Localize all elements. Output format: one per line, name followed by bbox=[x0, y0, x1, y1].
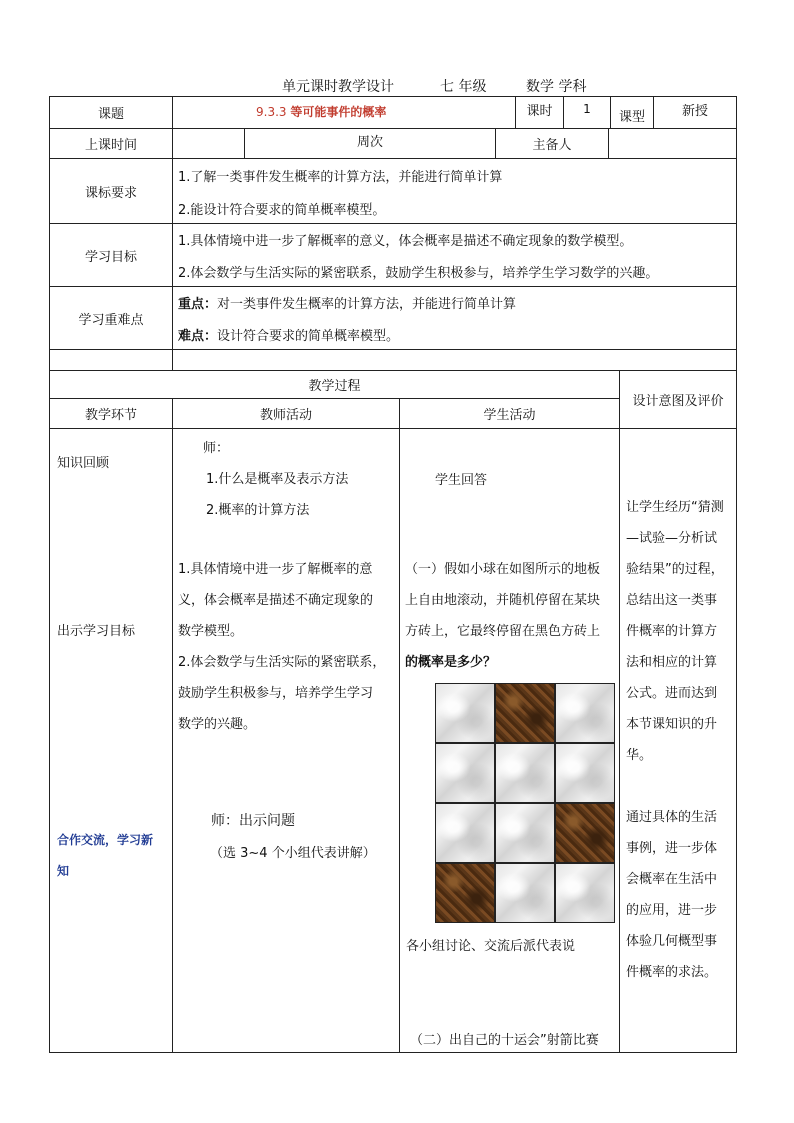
document-title: 单元课时教学设计 bbox=[282, 79, 394, 95]
topic-value bbox=[256, 103, 386, 120]
stage-goals: 出示学习目标 bbox=[57, 624, 136, 639]
student-problem-line: （一）假如小球在如图所示的地板 bbox=[405, 562, 601, 577]
intent-line: 验结果”的过程， bbox=[626, 562, 724, 577]
topic-label: 课题 bbox=[97, 107, 124, 122]
black-floor-tile bbox=[555, 803, 615, 863]
student-problem bbox=[405, 554, 619, 678]
week-label: 周次 bbox=[356, 134, 383, 150]
white-floor-tile bbox=[555, 683, 615, 743]
period-value: 1 bbox=[583, 102, 591, 116]
keypoints-label: 学习重难点 bbox=[78, 312, 144, 328]
white-floor-tile bbox=[495, 863, 555, 923]
student-problem-line: 方砖上，它最终停留在黑色方砖上 bbox=[405, 624, 601, 639]
white-floor-tile bbox=[435, 803, 495, 863]
col-student-header: 学生活动 bbox=[483, 408, 536, 423]
key-point bbox=[178, 293, 516, 312]
design-intent bbox=[626, 492, 734, 988]
topic-number: 9.3.3 bbox=[256, 105, 291, 119]
difficult-point-text: 设计符合要求的简单概率模型。 bbox=[217, 329, 400, 344]
intent-line: 本节课知识的升 bbox=[626, 717, 718, 732]
period-label: 课时 bbox=[526, 103, 553, 119]
key-point-text: 对一类事件发生概率的计算方法，并能进行简单计算 bbox=[217, 297, 517, 312]
student-problem-line: 上自由地滚动，并随机停留在某块 bbox=[405, 593, 601, 608]
intent-line: 会概率在生活中 bbox=[626, 872, 718, 887]
difficult-point-label: 难点： bbox=[178, 329, 218, 344]
type-value: 新授 bbox=[681, 103, 708, 119]
teacher-q2: 2.概率的计算方法 bbox=[206, 503, 310, 518]
intent-line: 的应用，进一步 bbox=[626, 903, 718, 918]
intent-line: 公式。进而达到 bbox=[626, 686, 718, 701]
difficult-point bbox=[178, 325, 399, 344]
intent-line: 件概率的求法。 bbox=[626, 965, 718, 980]
type-label: 课型 bbox=[618, 109, 645, 125]
objectives-line-1: 1.具体情境中进一步了解概率的意义，体会概率是描述不确定现象的数学模型。 bbox=[178, 234, 633, 249]
intent-line: 件概率的计算方 bbox=[626, 624, 718, 639]
stage-cooperate: 合作交流，学习新 bbox=[57, 833, 154, 847]
subject-label: 数学 学科 bbox=[526, 79, 587, 95]
standards-line-1: 1.了解一类事件发生概率的计算方法，并能进行简单计算 bbox=[178, 170, 503, 185]
intent-line: —试验—分析试 bbox=[626, 531, 718, 546]
standards-label: 课标要求 bbox=[84, 185, 137, 201]
student-next-problem: （二）出自己的十运会”射箭比赛 bbox=[410, 1033, 599, 1048]
topic-title: 等可能事件的概率 bbox=[290, 105, 387, 119]
stage-review: 知识回顾 bbox=[57, 456, 110, 471]
student-discuss: 各小组讨论、交流后派代表说 bbox=[406, 939, 576, 954]
intent-line: 华。 bbox=[626, 748, 653, 763]
teacher-show-note: （选 3~4 个小组代表讲解） bbox=[210, 846, 376, 861]
teacher-shi: 师： bbox=[203, 441, 230, 456]
objectives-label: 学习目标 bbox=[84, 249, 137, 265]
white-floor-tile bbox=[555, 863, 615, 923]
white-floor-tile bbox=[495, 743, 555, 803]
teacher-goal-line: 数学模型。 bbox=[178, 624, 244, 639]
col-intent-header: 设计意图及评价 bbox=[632, 394, 724, 409]
student-problem-line: 的概率是多少？ bbox=[405, 655, 497, 670]
intent-line: 通过具体的生活 bbox=[626, 810, 718, 825]
white-floor-tile bbox=[555, 743, 615, 803]
teacher-goal-line: 数学的兴趣。 bbox=[178, 717, 257, 732]
preparer-label: 主备人 bbox=[532, 138, 572, 153]
key-point-label: 重点： bbox=[178, 297, 218, 312]
intent-line: 法和相应的计算 bbox=[626, 655, 718, 670]
col-teacher-header: 教师活动 bbox=[259, 408, 312, 423]
intent-line bbox=[626, 771, 734, 802]
objectives-line-2: 2.体会数学与生活实际的紧密联系，鼓励学生积极参与，培养学生学习数学的兴趣。 bbox=[178, 266, 659, 281]
teacher-goal-line: 义，体会概率是描述不确定现象的 bbox=[178, 593, 374, 608]
grade-label: 七 年级 bbox=[440, 79, 487, 95]
col-stage-header: 教学环节 bbox=[84, 408, 137, 423]
standards-line-2: 2.能设计符合要求的简单概率模型。 bbox=[178, 203, 386, 218]
white-floor-tile bbox=[435, 743, 495, 803]
process-title: 教学过程 bbox=[308, 379, 361, 394]
teacher-goal-line: 鼓励学生积极参与，培养学生学习 bbox=[178, 686, 374, 701]
intent-line: 体验几何概型事 bbox=[626, 934, 718, 949]
intent-line: 总结出这一类事 bbox=[626, 593, 718, 608]
teacher-show-question: 师：出示问题 bbox=[211, 813, 295, 829]
intent-line: 让学生经历“猜测 bbox=[626, 500, 724, 515]
teacher-goal-line: 2.体会数学与生活实际的紧密联系， bbox=[178, 655, 386, 670]
time-label: 上课时间 bbox=[84, 138, 137, 153]
intent-line: 事例，进一步体 bbox=[626, 841, 718, 856]
teacher-q1: 1.什么是概率及表示方法 bbox=[206, 472, 349, 487]
floor-tile-grid bbox=[435, 683, 616, 924]
student-answer: 学生回答 bbox=[435, 473, 488, 488]
white-floor-tile bbox=[495, 803, 555, 863]
black-floor-tile bbox=[435, 863, 495, 923]
white-floor-tile bbox=[435, 683, 495, 743]
teacher-goals bbox=[178, 554, 398, 740]
stage-cooperate-cont: 知 bbox=[57, 864, 70, 878]
teacher-goal-line: 1.具体情境中进一步了解概率的意 bbox=[178, 562, 373, 577]
black-floor-tile bbox=[495, 683, 555, 743]
